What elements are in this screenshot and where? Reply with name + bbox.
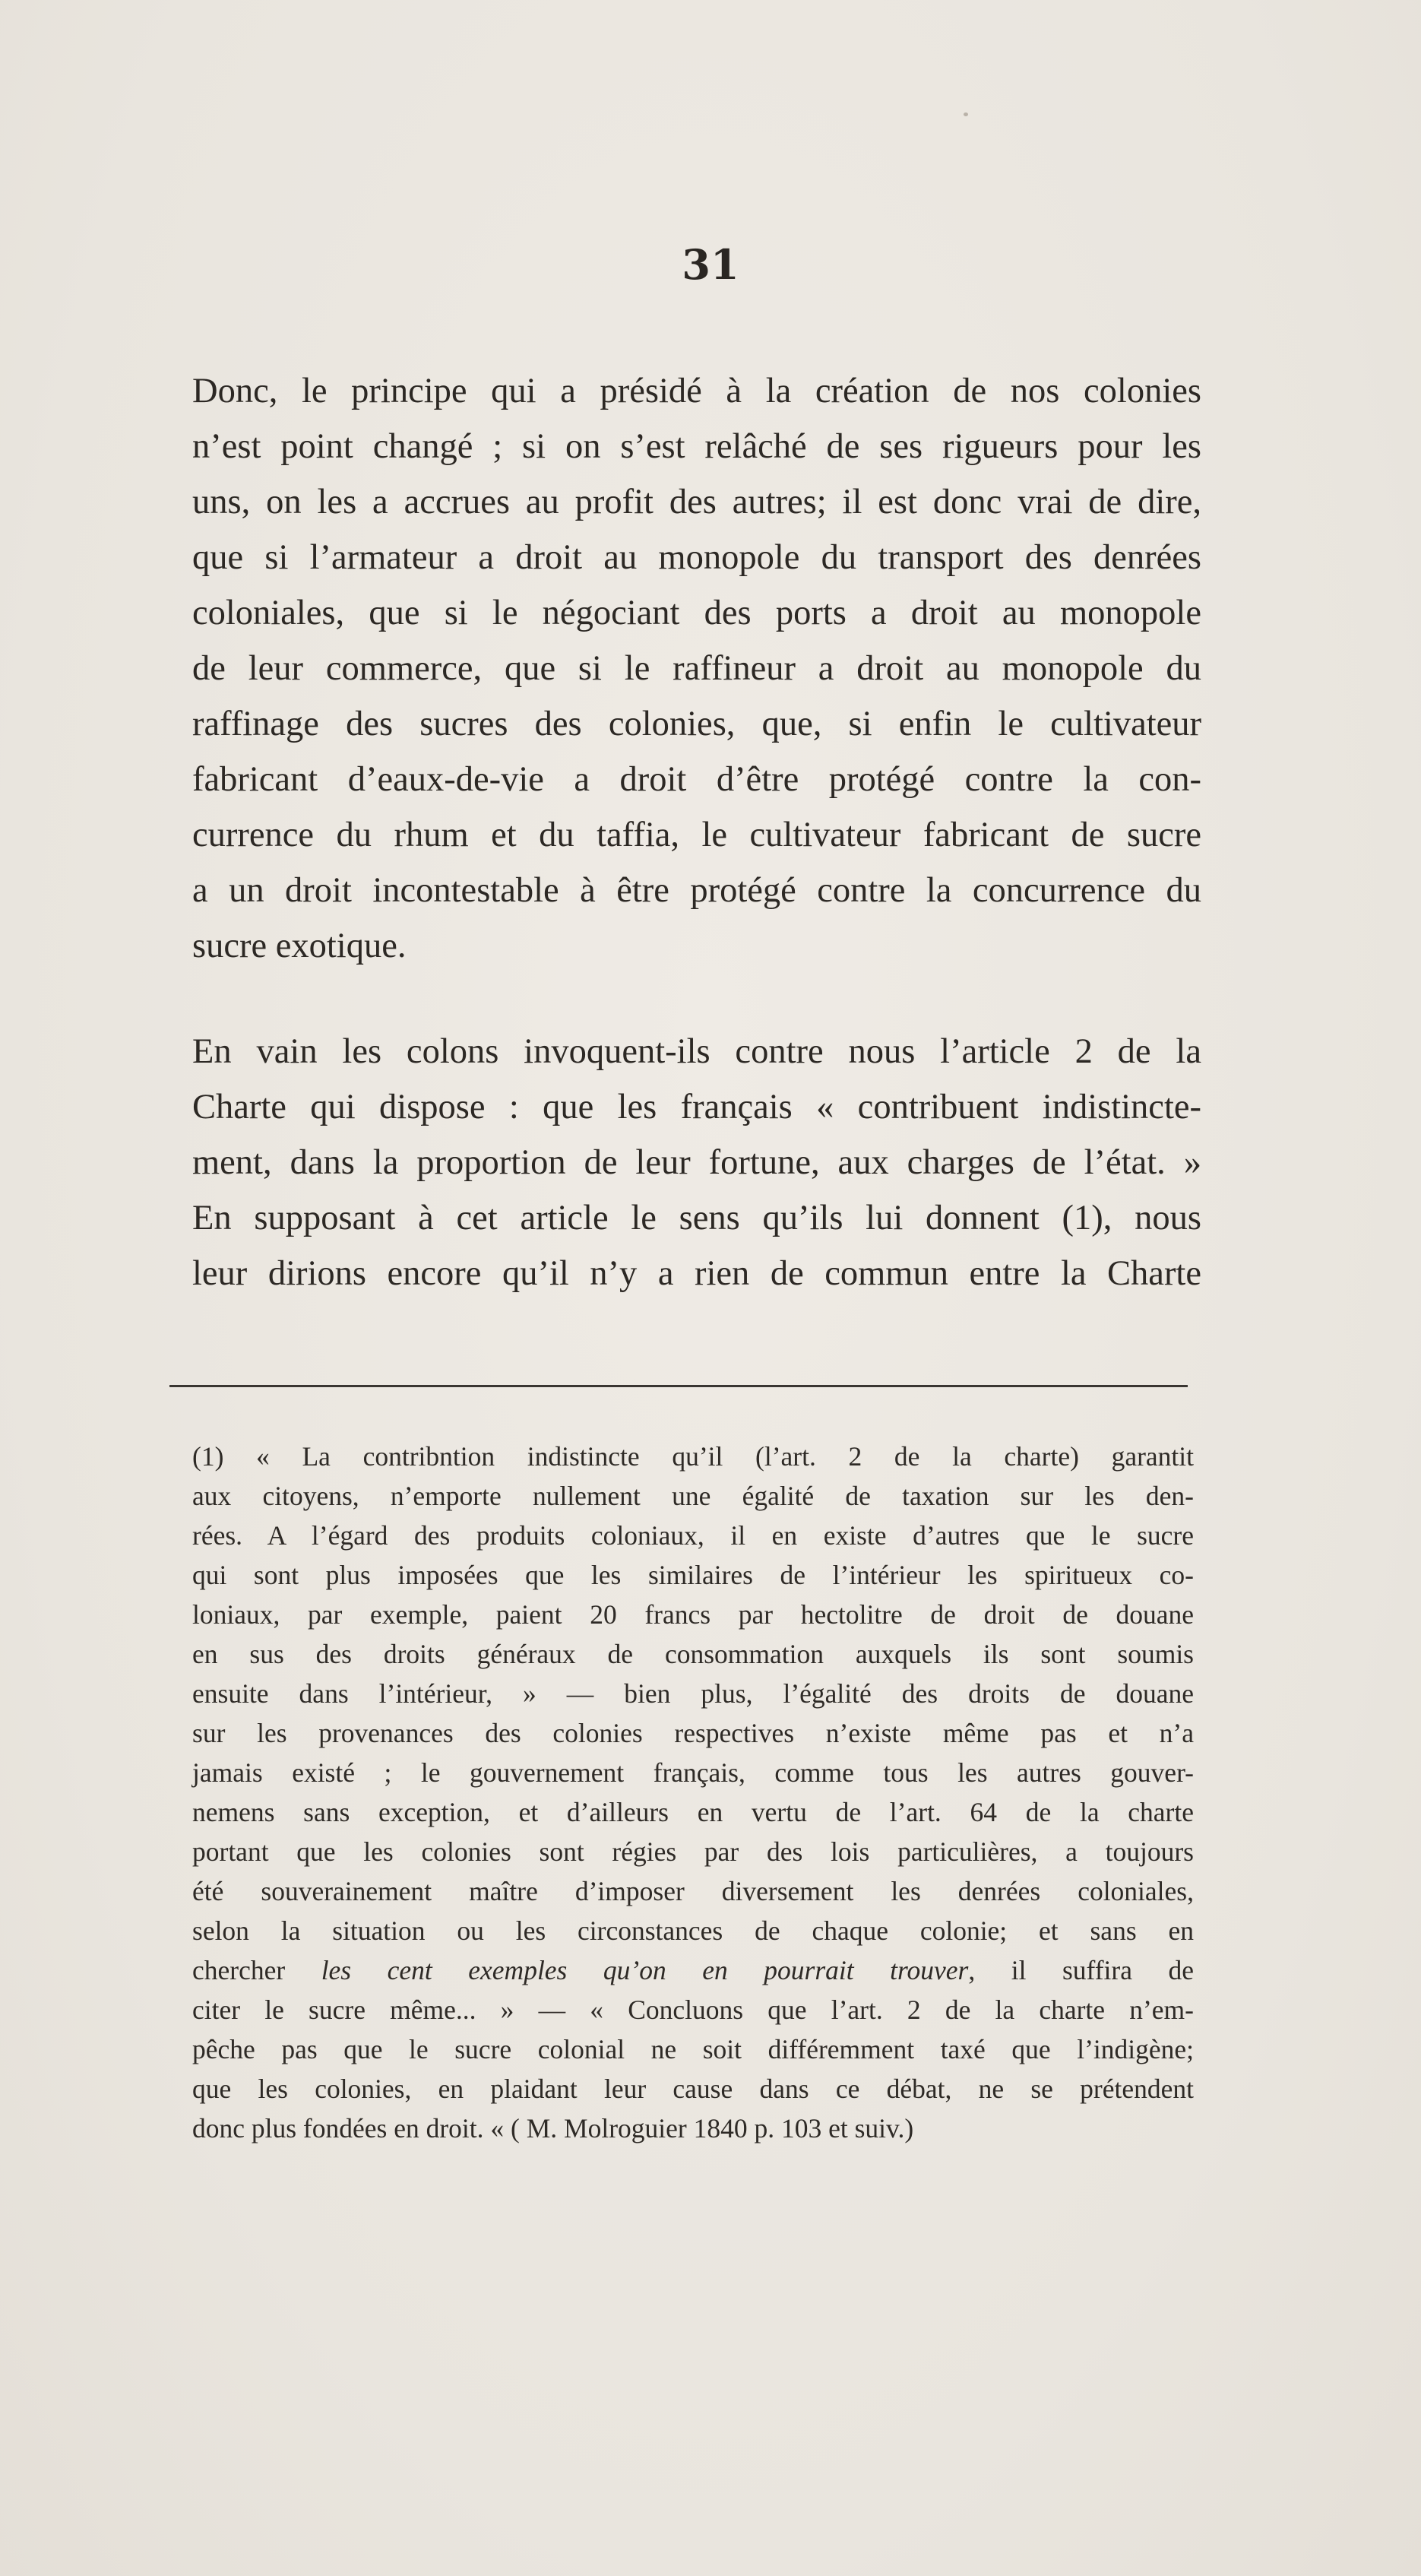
footnote-text: chercher [192,1955,321,1985]
text-line: fabricant d’eaux-de-vie a droit d’être protégé contre la con- [192,760,1201,799]
footnote-divider [169,1385,1188,1387]
paragraph-1 [192,363,1201,974]
text-line: uns, on les a accrues au profit des autres; il est donc vrai de dire, [192,483,1201,521]
footnote-line: loniaux, par exemple, paient 20 francs par hectolitre de droit de douane [192,1599,1194,1630]
footnote-line: selon la situation ou les circonstances de chaque colonie; et sans en [192,1915,1194,1946]
text-line: Charte qui dispose : que les français « contribuent indistincte- [192,1088,1201,1126]
text-line: coloniales, que si le négociant des ports a droit au monopole [192,594,1201,632]
footnote-line: été souverainement maître d’imposer diversement les denrées coloniales, [192,1876,1194,1906]
footnote-line: jamais existé ; le gouvernement français, comme tous les autres gouver- [192,1757,1194,1788]
footnote-line: citer le sucre même... » — « Concluons que l’art. 2 de la charte n’em- [192,1995,1194,2025]
footnote-line: nemens sans exception, et d’ailleurs en vertu de l’art. 64 de la charte [192,1797,1194,1827]
text-line: currence du rhum et du taffia, le cultivateur fabricant de sucre [192,816,1201,854]
text-line: En supposant à cet article le sens qu’ils lui donnent (1), nous [192,1199,1201,1237]
footnote-line: qui sont plus imposées que les similaires de l’intérieur les spiritueux co- [192,1560,1194,1590]
footnote-line: portant que les colonies sont régies par des lois particulières, a toujours [192,1836,1194,1867]
text-line: ment, dans la proportion de leur fortune, aux charges de l’état. » [192,1143,1201,1182]
footnote-line: aux citoyens, n’emporte nullement une égalité de taxation sur les den- [192,1481,1194,1511]
text-line: n’est point changé ; si on s’est relâché de ses rigueurs pour les [192,427,1201,466]
text-line: En vain les colons invoquent-ils contre nous l’article 2 de la [192,1032,1201,1071]
footnote-line-with-italic [192,1950,1194,1990]
paragraph-2 [192,1024,1201,1301]
paper-speck [964,112,968,116]
text-line: Donc, le principe qui a présidé à la création de nos colonies [192,372,1201,410]
footnote-text: , il suffira de [968,1955,1194,1985]
page-number: 31 [682,240,739,289]
footnote-italic-quote: les cent exemples qu’on en pourrait trouver [321,1955,969,1985]
footnote-line: sur les provenances des colonies respectives n’existe même pas et n’a [192,1718,1194,1748]
text-line: a un droit incontestable à être protégé contre la concurrence du [192,871,1201,910]
footnote-line: rées. A l’égard des produits coloniaux, il en existe d’autres que le sucre [192,1520,1194,1551]
footnote-line: (1) « La contribntion indistincte qu’il (l’art. 2 de la charte) garantit [192,1441,1194,1472]
text-line: leur dirions encore qu’il n’y a rien de commun entre la Charte [192,1254,1201,1293]
footnote-line: que les colonies, en plaidant leur cause dans ce débat, ne se prétendent [192,2074,1194,2104]
text-line: que si l’armateur a droit au monopole du transport des denrées [192,538,1201,577]
text-line: raffinage des sucres des colonies, que, si enfin le cultivateur [192,705,1201,743]
footnote [192,1437,1194,2148]
text-line: sucre exotique. [192,927,407,965]
footnote-line: pêche pas que le sucre colonial ne soit différemment taxé que l’indigène; [192,2034,1194,2064]
footnote-line: ensuite dans l’intérieur, » — bien plus, l’égalité des droits de douane [192,1678,1194,1709]
footnote-line: en sus des droits généraux de consommation auxquels ils sont soumis [192,1639,1194,1669]
text-line: de leur commerce, que si le raffineur a droit au monopole du [192,649,1201,688]
footnote-line: donc plus fondées en droit. « ( M. Molroguier 1840 p. 103 et suiv.) [192,2113,914,2143]
